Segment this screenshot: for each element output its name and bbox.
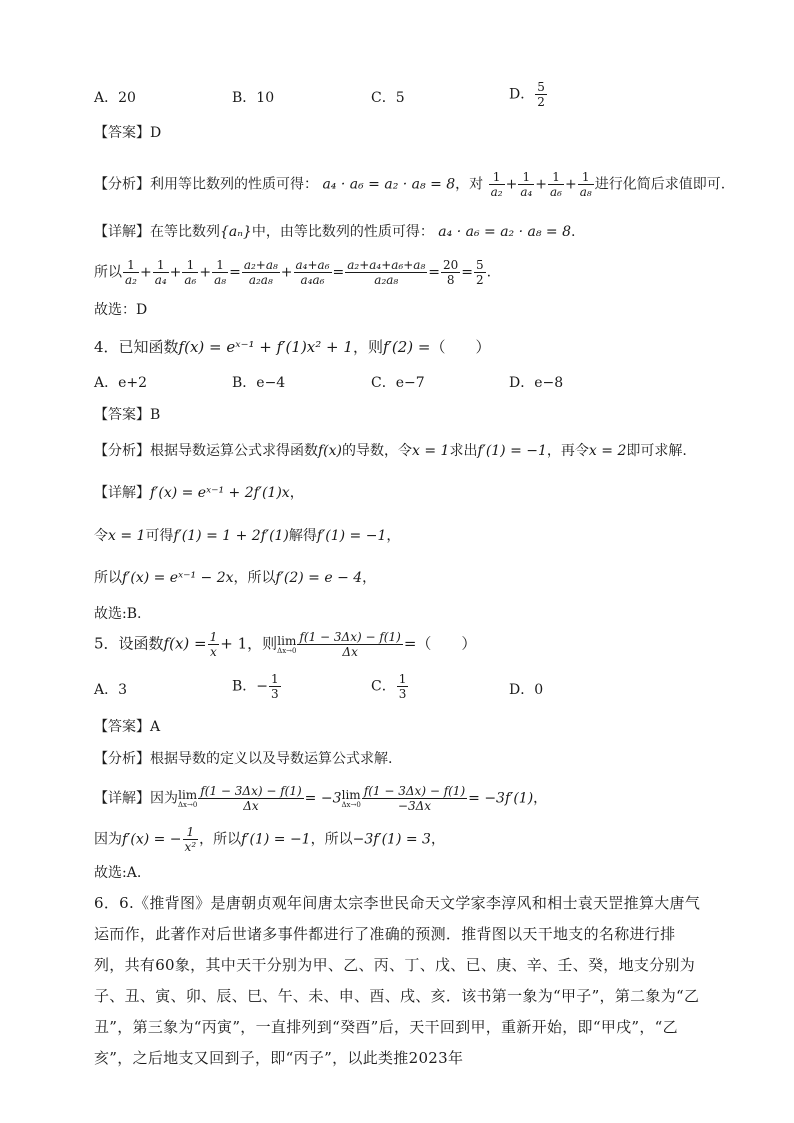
limit-subscript: Δx→0 xyxy=(277,646,297,655)
answer-tag: 【答案】 xyxy=(94,719,150,735)
function: f(x) xyxy=(318,443,343,459)
equation: x = 1 xyxy=(108,528,146,544)
question-5-stem: 5．设函数f(x) = $\frac{1}{x}$ + 1，则lim Δx→0 $\frac{f(1 - 3\Delta x) - f(1)}{\Delta x}$ =（ ） xyxy=(94,630,477,659)
question-6-stem: 6．6.《推背图》是唐朝贞观年间唐太宗李世民命天文学家李淳风和相士袁天罡推算大唐气运而作，此著作对后世诸多事件都进行了准确的预测．推背图以天干地支的名称进行排列，共有60象，其中天干分别为甲、乙、丙、丁、戊、已、庚、辛、壬、癸，地支分别为子、丑、寅、卯、辰、巳、午、未、申、酉、戌、亥．该书第一象为“甲子”，第二象为“乙丑”，第三象为“丙寅”，一直排列到“癸酉”后，天干回到甲，重新开始，即“甲戌”，“乙亥”，之后地支又回到子，即“丙子”，以此类推2023年 xyxy=(94,894,701,1067)
text: 可得 xyxy=(145,528,174,544)
detail-line xyxy=(94,222,575,242)
function: f(x) = xyxy=(163,634,207,653)
text: . xyxy=(571,224,576,240)
equation: −3f′(1) = 3 xyxy=(352,831,431,848)
limit-subscript: Δx→0 xyxy=(341,800,361,809)
fraction: $\frac{1}{\text{a₈}}$ xyxy=(579,170,592,199)
text: 在等比数列 xyxy=(150,224,220,240)
equation: f′(x) = − xyxy=(122,831,182,848)
denominator: Δx xyxy=(243,799,259,813)
denominator: −3Δx xyxy=(397,799,432,813)
numerator: f(1 − 3Δx) − f(1) xyxy=(363,784,466,798)
text: ，则 xyxy=(352,338,383,356)
text: ， xyxy=(386,528,401,544)
derivation-line xyxy=(94,568,376,588)
text: 根据导数的定义以及导数运算公式求解. xyxy=(150,751,393,767)
text: 即可求解. xyxy=(626,443,687,459)
text: =（ ） xyxy=(403,634,477,653)
analysis-tag: 【分析】 xyxy=(94,176,150,193)
analysis-line xyxy=(94,749,392,769)
text: 的导数，令 xyxy=(342,443,413,459)
text: ，所以 xyxy=(199,831,242,848)
option-a: A．20 xyxy=(94,90,136,106)
equation: f′(1) = 1 + 2f′(1) xyxy=(173,528,289,544)
option-a: A．e+2 xyxy=(94,375,148,391)
option-d: D．0 xyxy=(509,682,544,698)
text: 因为 xyxy=(150,790,178,807)
text: 5．设函数 xyxy=(94,634,164,653)
answer-value: D xyxy=(150,125,162,141)
equation: f′(x) = eˣ⁻¹ + 2f′(1)x xyxy=(150,485,290,501)
question-4-stem xyxy=(94,337,491,357)
text: （ ） xyxy=(430,338,491,356)
limit-subscript: Δx→0 xyxy=(178,800,198,809)
text: 因为 xyxy=(94,831,122,848)
fraction xyxy=(535,80,547,109)
text: + 1 xyxy=(220,634,248,653)
analysis-tag: 【分析】 xyxy=(94,751,150,767)
equation: f′(x) = eˣ⁻¹ − 2x xyxy=(122,570,234,586)
detail-tag: 【详解】 xyxy=(94,224,150,240)
choose-line: 故选:B. xyxy=(94,606,142,622)
text: 解得 xyxy=(288,528,317,544)
text: 利用等比数列的性质可得： xyxy=(150,176,318,193)
numerator: 1 xyxy=(271,672,279,686)
numerator: 5 xyxy=(537,80,545,94)
option-d: D．e−8 xyxy=(509,375,564,391)
choose-line: 故选：D xyxy=(94,302,148,318)
text: 中，由等比数列的性质可得： xyxy=(251,224,434,240)
text: ，所以 xyxy=(233,570,276,586)
text: 4．已知函数 xyxy=(94,338,179,356)
option-b: B．10 xyxy=(232,90,275,106)
derivation-line xyxy=(94,526,400,546)
denominator: 2 xyxy=(537,95,545,109)
denominator: Δx xyxy=(342,645,358,659)
function: f(x) = eˣ⁻¹ + f′(1)x² + 1 xyxy=(178,338,353,356)
option-label: C． xyxy=(371,678,396,695)
text: 所以 xyxy=(94,264,122,281)
limit: lim Δx→0 xyxy=(277,633,297,655)
equation: x = 2 xyxy=(588,443,627,459)
text: ，再令 xyxy=(546,443,589,459)
answer-line xyxy=(94,123,161,143)
answer-line xyxy=(94,717,160,737)
equation: a₄ · a₆ = a₂ · a₈ = 8 xyxy=(322,176,456,193)
text: ，则 xyxy=(247,634,278,653)
equation: f′(1) = −1 xyxy=(241,831,311,848)
text: ， xyxy=(533,790,548,807)
detail-line: 【详解】因为lim Δx→0 $\frac{f(1 - 3\Delta x) - f(1)}{\Delta x}$ = −3lim Δx→0 $\frac{f(1 - 3\Delta x) - f(1)}{-3\Delta x}$ = −3f′(1)， xyxy=(94,784,548,813)
derivation-line: 所以 $\frac{1}{\text{a₂}}$ + $\frac{1}{\text{a₄}}$ + $\frac{1}{\text{a₆}}$ + $\frac{1}{\text{a₈}}$ = $\frac{\text{a₂+a₈}}{\text{a₂a₈}}$ + $\frac{\text{a₄+a₆}}{\text{a₄a₆}}$ = $\frac{\text{a₂+a₄+a₆+a₈}}{\text{a₂a₈}}$ = $\frac{20}{8}$ = $\frac{5}{2}$ . xyxy=(94,258,492,287)
fraction: $\frac{1}{\text{a₂}}$ xyxy=(490,170,503,199)
equation: f′(2) = e − 4 xyxy=(275,570,363,586)
equation: = −3 xyxy=(304,790,342,807)
answer-tag: 【答案】 xyxy=(94,125,150,141)
text: ，对 xyxy=(455,176,484,193)
text: 求出 xyxy=(449,443,478,459)
fraction: $\frac{1}{\text{a₄}}$ xyxy=(520,170,533,199)
option-b xyxy=(232,672,282,701)
option-c: C．5 xyxy=(371,90,405,106)
equation: a₄ · a₆ = a₂ · a₈ = 8 xyxy=(438,224,572,240)
equation: f′(1) = −1 xyxy=(477,443,547,459)
text: ， xyxy=(289,485,304,501)
text: ， xyxy=(430,831,445,848)
equation: x = 1 xyxy=(412,443,450,459)
sequence: {aₙ} xyxy=(220,224,252,240)
text: 令 xyxy=(94,528,108,544)
option-a: A．3 xyxy=(94,682,128,698)
text: 进行化简后求值即可. xyxy=(594,176,726,193)
option-c: C．e−7 xyxy=(371,375,425,391)
option-label: B．− xyxy=(232,678,269,695)
answer-value: A xyxy=(150,719,161,735)
detail-line xyxy=(94,483,304,503)
option-label: D． xyxy=(509,86,535,103)
option-b: B．e−4 xyxy=(232,375,286,391)
analysis-line xyxy=(94,441,687,461)
derivation-line: 因为f′(x) = − $\frac{1}{\text{x²}}$ ，所以f′(1) = −1，所以−3f′(1) = 3， xyxy=(94,825,445,854)
denominator: 3 xyxy=(271,687,279,701)
option-d xyxy=(509,80,548,109)
equation: = −3f′(1) xyxy=(468,790,534,807)
fraction: $\frac{1}{\text{a₆}}$ xyxy=(550,170,562,199)
text: ， xyxy=(362,570,377,586)
analysis-line: 【分析】利用等比数列的性质可得： a₄ · a₆ = a₂ · a₈ = 8，对 $\frac{1}{\text{a₂}}$ + $\frac{1}{\text{a₄}}$ + $\frac{1}{\text{a₆}}$ + $\frac{1}{\text{a₈}}$ 进行化简后求值即可. xyxy=(94,170,726,199)
denominator: 3 xyxy=(398,687,407,701)
choose-line: 故选:A. xyxy=(94,865,142,881)
text: 根据导数运算公式求得函数 xyxy=(150,443,318,459)
answer-line xyxy=(94,405,160,425)
text: ，所以 xyxy=(310,831,353,848)
option-c xyxy=(371,672,409,701)
detail-tag: 【详解】 xyxy=(94,790,150,807)
detail-tag: 【详解】 xyxy=(94,485,150,501)
equation: f′(1) = −1 xyxy=(316,528,387,544)
answer-value: B xyxy=(150,407,161,423)
numerator: 1 xyxy=(398,672,407,686)
text: 所以 xyxy=(94,570,122,586)
ask: f′(2) = xyxy=(382,338,431,356)
denominator: x² xyxy=(184,840,197,854)
numerator: f(1 − 3Δx) − f(1) xyxy=(200,784,302,798)
numerator: f(1 − 3Δx) − f(1) xyxy=(299,630,401,644)
answer-tag: 【答案】 xyxy=(94,407,150,423)
analysis-tag: 【分析】 xyxy=(94,443,150,459)
